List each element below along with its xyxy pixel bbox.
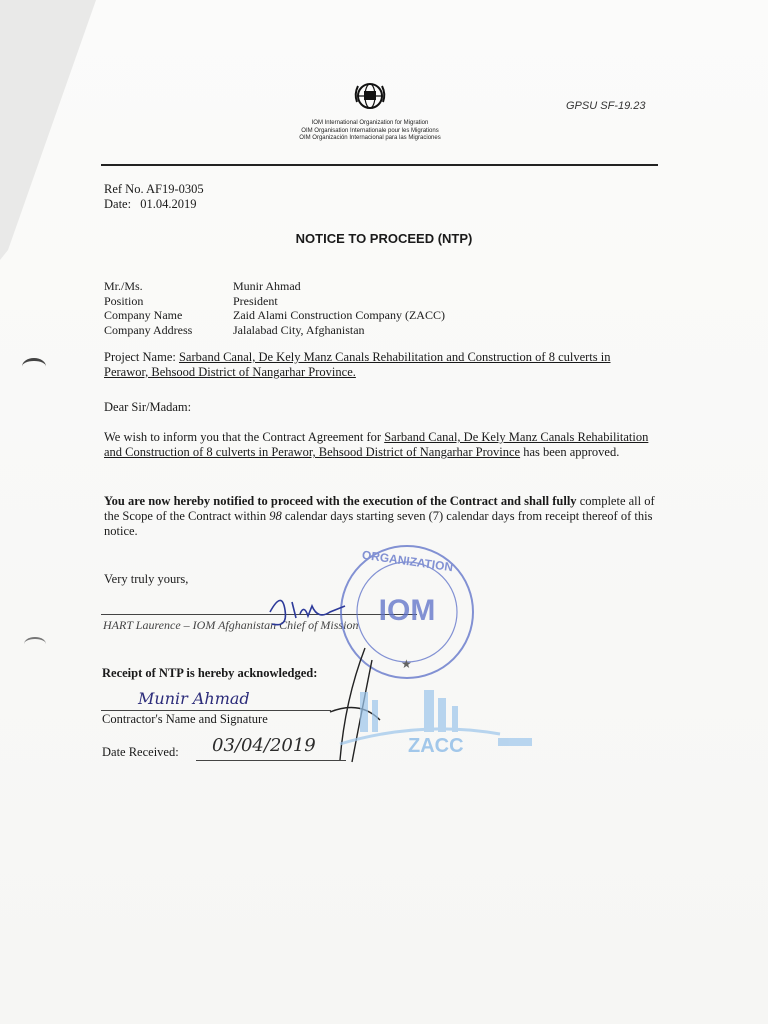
salutation: Dear Sir/Madam: [104, 400, 192, 414]
org-line-fr: OIM Organisation Internationale pour les Migrations [301, 127, 439, 134]
seal-center-text: IOM [378, 594, 436, 627]
paragraph2-rest-a: complete all of the Scope of the Contract within [104, 494, 655, 523]
zacc-company-stamp [340, 690, 532, 757]
paragraph2-rest-b: calendar days starting seven (7) calendar days from receipt thereof of this notice. [104, 509, 653, 538]
date-received-value: 03/04/2019 [212, 735, 316, 756]
form-code: GPSU SF-19.23 [566, 100, 646, 112]
contractor-label: Contractor's Name and Signature [102, 712, 268, 726]
paragraph1-project: Sarband Canal, De Kely Manz Canals Rehabilitation and Construction of 8 culverts in Perawor, Behsood District of Nangarhar Province [104, 430, 649, 459]
date-label: Date: [104, 197, 132, 211]
ref-label: Ref No. [104, 182, 144, 196]
iom-signature-scribble [270, 600, 345, 624]
addressee-label: Position [104, 293, 144, 308]
addressee-value: President [233, 293, 278, 308]
addressee-label: Mr./Ms. [104, 279, 143, 293]
project-label: Project Name: [104, 350, 176, 364]
zacc-stamp-text: ZACC [408, 735, 464, 757]
paragraph1-after: has been approved. [523, 445, 620, 459]
paragraph1-before: We wish to inform you that the Contract Agreement for [104, 430, 382, 444]
acknowledgement: Receipt of NTP is hereby acknowledged: [102, 666, 318, 680]
seal-ring-text: ORGANIZATION [361, 547, 454, 575]
addressee-label: Company Name [104, 308, 183, 323]
addressee-value: Jalalabad City, Afghanistan [233, 322, 365, 337]
paragraph2-days: 98 [269, 509, 282, 523]
signatory-name: HART Laurence – IOM Afghanistan Chief of Mission [103, 618, 359, 632]
document-title: NOTICE TO PROCEED (NTP) [295, 231, 473, 246]
org-line-es: OIM Organización Internacional para las Migraciones [299, 135, 441, 141]
org-line-en: IOM International Organization for Migration [311, 120, 429, 126]
ref-value: AF19-0305 [146, 182, 204, 196]
paragraph2-bold: You are now hereby notified to proceed with the execution of the Contract and shall fully [104, 494, 577, 508]
closing: Very truly yours, [104, 572, 189, 586]
seal-star-icon: ★ [401, 657, 412, 671]
addressee-label: Company Address [104, 322, 193, 337]
date-value: 01.04.2019 [140, 197, 197, 211]
project-name: Sarband Canal, De Kely Manz Canals Rehabilitation and Construction of 8 culverts in Perawor, Behsood District of Nangarhar Province. [104, 350, 611, 379]
date-received-label: Date Received: [102, 745, 179, 759]
contractor-handwritten-signature: Munir Ahmad [138, 689, 250, 708]
addressee-value: Zaid Alami Construction Company (ZACC) [233, 308, 445, 323]
addressee-value: Munir Ahmad [233, 279, 301, 293]
